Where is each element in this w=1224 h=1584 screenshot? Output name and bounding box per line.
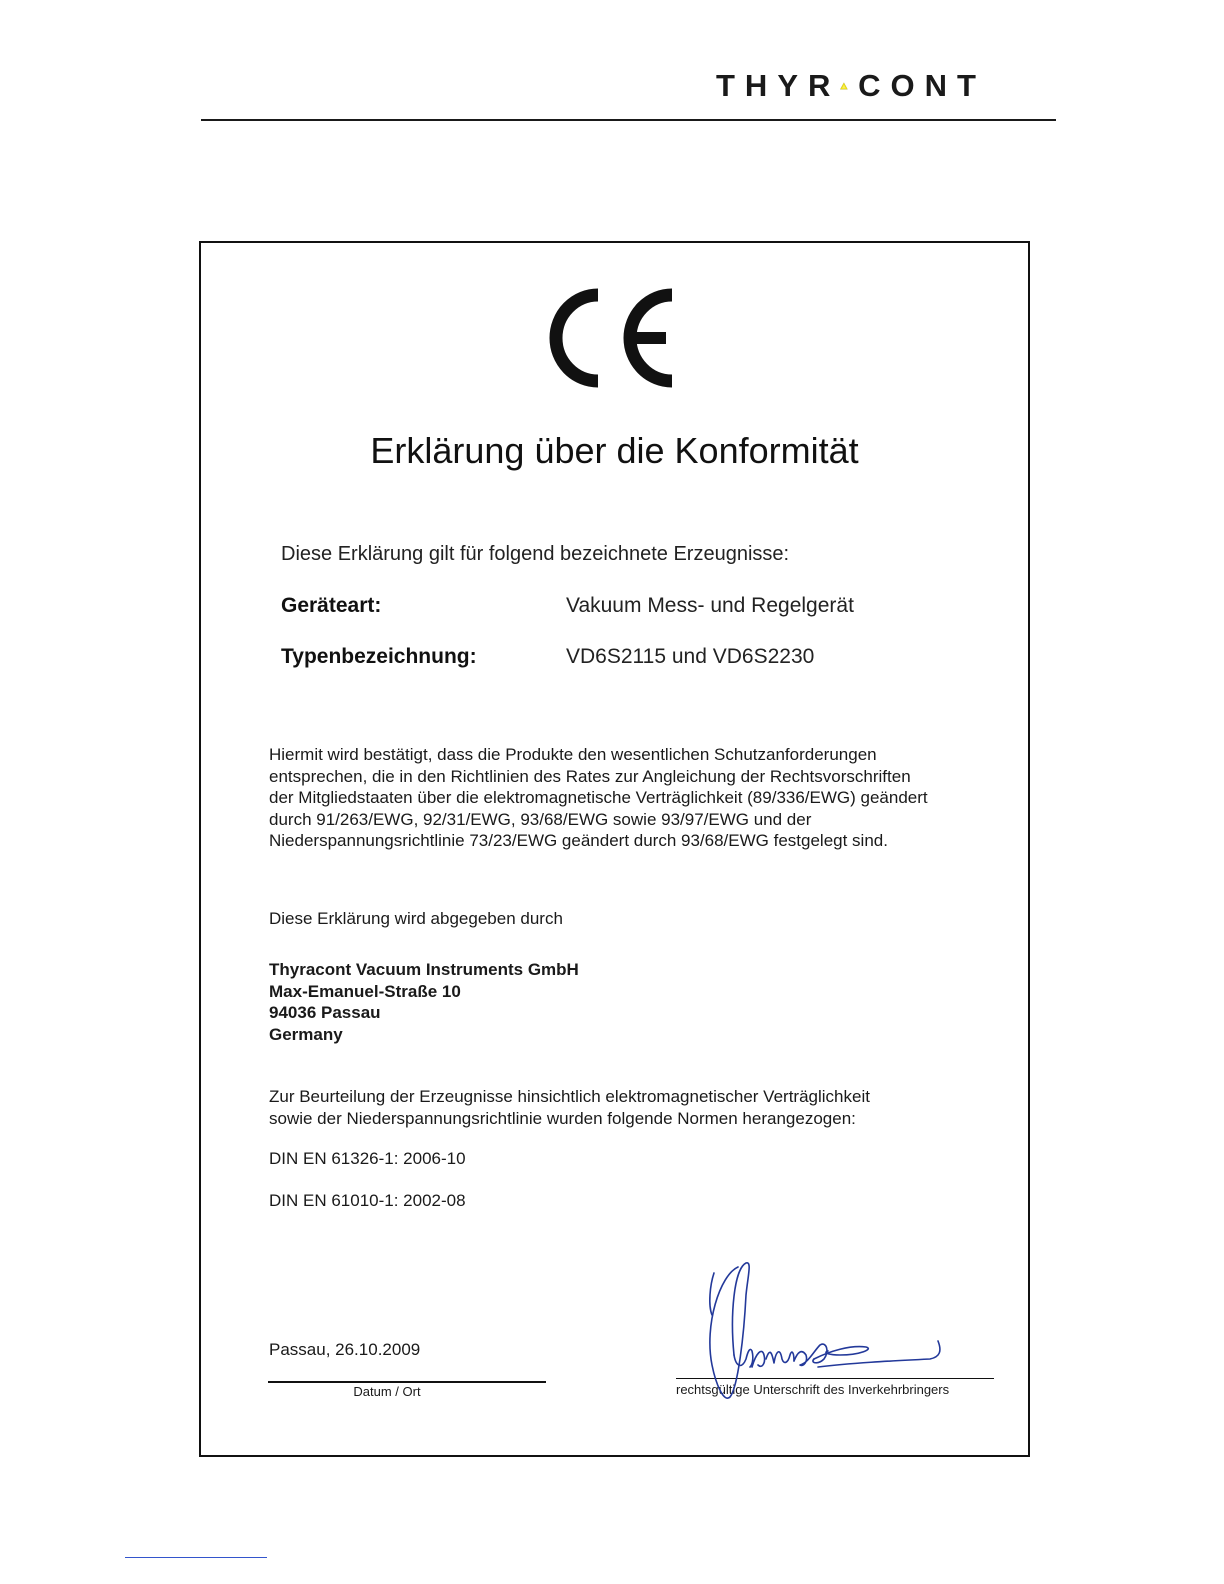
intro-text: Diese Erklärung gilt für folgend bezeichnete Erzeugnisse:: [281, 543, 790, 565]
logo-triangle-icon: [840, 73, 848, 99]
norms-intro-line: Zur Beurteilung der Erzeugnisse hinsichtlich elektromagnetischer Verträglichkeit: [269, 1087, 870, 1106]
place-date-value: Passau, 26.10.2009: [269, 1340, 421, 1359]
statement-line: Hiermit wird bestätigt, dass die Produkte den wesentlichen Schutzanforderungen: [269, 745, 877, 764]
handwritten-signature: [690, 1255, 950, 1405]
type-designation-label: Typenbezeichnung:: [281, 645, 477, 668]
device-type-value: Vakuum Mess- und Regelgerät: [566, 594, 854, 617]
company-address: [269, 959, 579, 1045]
statement-line: der Mitgliedstaaten über die elektromagnetische Verträglichkeit (89/336/EWG) geändert: [269, 788, 928, 807]
thyracont-logo: [716, 66, 986, 106]
statement-line: durch 91/263/EWG, 92/31/EWG, 93/68/EWG sowie 93/97/EWG und der: [269, 809, 812, 829]
standard-item: DIN EN 61326-1: 2006-10: [269, 1149, 466, 1168]
issued-by-intro: [269, 908, 1009, 930]
address-line: 94036 Passau: [269, 1003, 381, 1022]
ce-mark-icon: [548, 287, 678, 389]
logo-text-right: CONT: [858, 68, 986, 103]
address-line: Thyracont Vacuum Instruments GmbH: [269, 960, 579, 979]
conformity-statement: [269, 744, 1009, 852]
statement-line: entsprechen, die in den Richtlinien des Rates zur Angleichung der Rechtsvorschriften: [269, 766, 911, 786]
footer-link-underline: [125, 1557, 267, 1558]
issued-by-text: Diese Erklärung wird abgegeben durch: [269, 909, 563, 928]
header-divider: [201, 119, 1056, 121]
signature-caption: rechtsgültige Unterschrift des Inverkehrbringers: [676, 1382, 950, 1397]
norms-intro: [269, 1086, 1009, 1129]
statement-line: Niederspannungsrichtlinie 73/23/EWG geändert durch 93/68/EWG festgelegt sind.: [269, 831, 888, 850]
page-title: Erklärung über die Konformität: [370, 430, 859, 471]
device-type-label: Geräteart:: [281, 594, 382, 617]
norms-intro-line: sowie der Niederspannungsrichtlinie wurden folgende Normen herangezogen:: [269, 1108, 856, 1128]
address-line: Max-Emanuel-Straße 10: [269, 981, 461, 1001]
address-line: Germany: [269, 1024, 343, 1044]
type-designation-value: VD6S2115 und VD6S2230: [566, 645, 815, 668]
standard-item: DIN EN 61010-1: 2002-08: [269, 1191, 466, 1210]
date-signature-line: [268, 1381, 546, 1383]
logo-text-left: THYR: [716, 68, 841, 103]
place-date-caption: Datum / Ort: [353, 1384, 421, 1399]
